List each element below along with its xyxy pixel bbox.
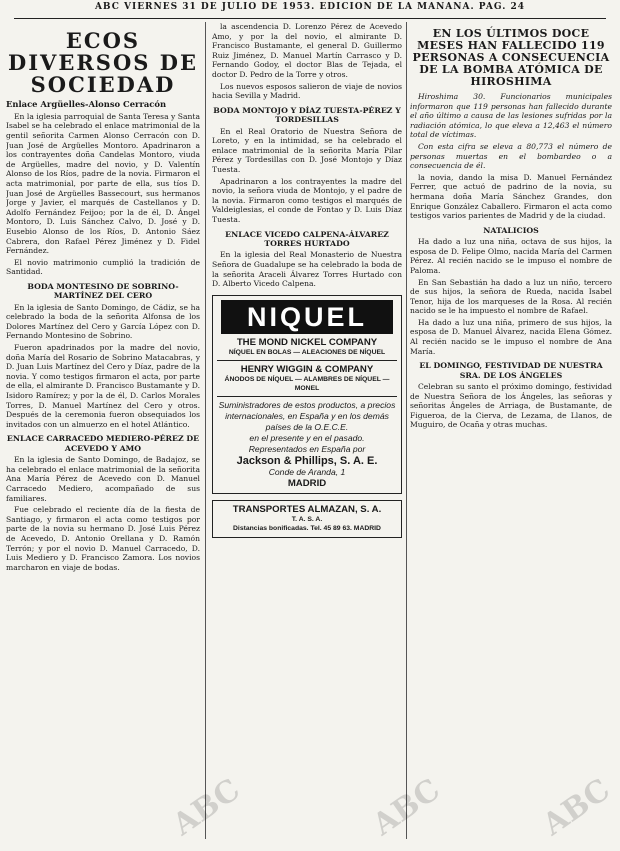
column-3-text: [410, 173, 612, 221]
ad-city: MADRID: [287, 478, 327, 490]
column-2: [212, 22, 402, 839]
ad-company-2: HENRY WIGGIN & COMPANY: [240, 364, 374, 376]
ad-representative: Jackson & Phillips, S. A. E.: [236, 455, 378, 468]
watermark: ABC: [366, 772, 447, 843]
column-3: [410, 22, 612, 839]
section-heading: BODA MONTESINO DE SOBRINO-MARTÍNEZ DEL CERO: [27, 281, 179, 301]
section-heading: NATALICIOS: [483, 225, 539, 235]
ad-divider: [217, 360, 397, 361]
paragraph: la novia, dando la misa D. Manuel Fernández Ferrer, que actuó de padrino de la novia, su hermana doña María Sánchez Grandes, don Enrique González Caballero. Firmaron el acta como testigos varios parientes de Madrid y de la ciudad.: [410, 172, 612, 221]
ad-divider: [217, 396, 397, 397]
section-heading: ENLACE CARRACEDO MEDIERO-PÉREZ DE ACEVEDO Y AMO: [6, 434, 200, 453]
column-1-sections: [6, 100, 200, 572]
watermark: ABC: [166, 772, 247, 843]
paragraph: En la iglesia de Santo Domingo, de Cádiz, se ha celebrado la boda de la señorita Alfonsa de los Dolores Martínez del Cero y García López con D. Fernando Montesino de Sobrino.: [6, 302, 200, 341]
column-1: [6, 22, 200, 839]
paragraph: Celebran su santo el próximo domingo, festividad de Nuestra Señora de los Ángeles, las señoras y señoritas Ángeles de Arriaga, de Bustamante, de Figueroa, de la Cierva, de Lezama, de Llanos, de Muguiro, de Ocaña y otras muchas.: [410, 382, 612, 430]
page-header: ABC VIERNES 31 DE JULIO DE 1953. EDICION DE LA MAÑANA. PAG. 24: [14, 2, 606, 19]
paragraph: En la iglesia de Santo Domingo, de Badajoz, se ha celebrado el enlace matrimonial de la señorita Ana María Pérez de Acevedo con D. Manuel Carracedo Mediero, acompañado de sus familiares.: [6, 455, 200, 503]
paragraph: El novio matrimonio cumplió la tradición de Santidad.: [6, 257, 200, 277]
ad-product-1: NÍQUEL EN BOLAS — ALEACIONES DE NÍQUEL: [228, 348, 386, 356]
ad-product-2: ÁNODOS DE NÍQUEL — ALAMBRES DE NÍQUEL — MONEL: [224, 376, 390, 392]
paragraph: Ha dado a luz una niña, octava de sus hijos, la esposa de D. Felipe Olmo, nacida María del Carmen Pérez. Al recién nacido se le impuso el nombre de Paloma.: [410, 237, 612, 275]
ad-company-1: THE MOND NICKEL COMPANY: [236, 336, 378, 348]
section-title: ECOS DIVERSOS DE SOCIEDAD: [8, 28, 198, 97]
column-2-top: [212, 22, 402, 101]
ad-rep-label: Representados en España por: [248, 444, 366, 455]
paragraph: Los nuevos esposos salieron de viaje de novios hacia Sevilla y Madrid.: [212, 81, 402, 101]
column-divider: [205, 22, 206, 839]
ad2-name: TRANSPORTES ALMAZAN, S. A.: [232, 504, 382, 516]
ad2-line: Distancias bonificadas. Tel. 45 89 63. MADRID: [233, 525, 381, 533]
lead-headline: EN LOS ÚLTIMOS DOCE MESES HAN FALLECIDO 119 PERSONAS A CONSECUENCIA DE LA BOMBA ATÓMICA DE HIROSHIMA: [412, 27, 610, 88]
ad2-sub: T. A. S. A.: [291, 516, 323, 524]
section-heading: BODA MONTOJO Y DÍAZ TUESTA-PÉREZ Y TORDESILLAS: [213, 105, 401, 125]
ad-present: en el presente y en el pasado.: [249, 433, 365, 444]
ad-address: Conde de Aranda, 1: [268, 467, 346, 478]
paragraph: Hiroshima 30. Funcionarios municipales informaron que 119 personas han fallecido durante el año último a causa de las lesiones sufridas por la radiación atómica, lo que eleva a 12,463 el número total de víctimas.: [410, 92, 612, 140]
paragraph: En San Sebastián ha dado a luz un niño, tercero de sus hijos, la señora de Rueda, nacida Isabel Tenor, hija de los marqueses de la Rosa. Al recién nacido se le ha impuesto el nombre de Rafael.: [410, 277, 612, 316]
paragraph: En el Real Oratorio de Nuestra Señora de Loreto, y en la intimidad, se ha celebrado el enlace matrimonial de la señorita María Pilar Pérez y Tordesillas con D. José Montojo y Díaz Tuesta.: [212, 126, 402, 174]
column-2-sections: [212, 106, 402, 289]
section-heading: Enlace Argüelles-Alonso Cerracón: [6, 99, 167, 109]
paragraph: Con esta cifra se eleva a 80,773 el número de personas muertas en el bombardeo o a consecuencia de él.: [410, 141, 612, 171]
lead-story: [410, 92, 612, 171]
paragraph: Fueron apadrinados por la madre del novio, doña María del Rosario de Sobrino Matacabras, y D. Juan Luis Martínez del Cero y Díaz, padre de la novia. Y como testigos firmaron el acta, por parte de ella, el almirante D. Francisco Bustamante y D. Isidoro Ramírez; y por la de él, D. Carlos Morales Torres, D. Manuel Martínez del Cero y otros. Después de la ceremonia fueron obsequiados los invitados con un almuerzo en el hotel Atlántico.: [6, 343, 200, 429]
column-divider: [406, 22, 407, 839]
ad-logo: NIQUEL: [221, 300, 393, 334]
section-heading: EL DOMINGO, FESTIVIDAD DE NUESTRA SRA. DE LOS ÁNGELES: [419, 361, 603, 380]
ad-body: Suministradores de estos productos, a precios internacionales, en España y en los demás países de la O.E.C.E.: [218, 400, 396, 433]
watermark: ABC: [536, 772, 617, 843]
paragraph: Fue celebrado el reciente día de la fiesta de Santiago, y firmaron el acta como testigos por parte de la novia su hermano D. José Luis Pérez de Acevedo, D. Antonio Orellana y D. Ramón Terrón; y por el novio D. Manuel Carracedo, D. Luis Mediero y D. Francisco Zamora. Los novios marcharon en viaje de bodas.: [6, 505, 200, 572]
section-heading: ENLACE VICEDO CALPENA-ÁLVAREZ TORRES HURTADO: [225, 229, 389, 248]
paragraph: En la iglesia parroquial de Santa Teresa y Santa Isabel se ha celebrado el enlace matrimonial de la gentil señorita Carmen Alonso Cerracón con D. Juan José de Argüelles Montoro. Apadrinaron a los contrayentes doña Candelas Montoro, viuda de Argüelles, madre del novio, y D. Valentín Alonso de los Ríos, padre de la novia. Firmaron el acta matrimonial, por parte de ella, sus tíos D. Juan José de Argüelles Bassecourt, sus hermanos Jorge y Javier, el marqués de Castellanos y D. Adolfo Fernández Feijoo; por la de él, D. Ángel Montoro, D. Luis Sánchez Calvo, D. José y D. Eusebio Alonso de los Ríos, D. Antonio Sáez Cabrera, don Rafael Pérez Jiménez y D. Fidel Fernández.: [6, 111, 200, 256]
column-3-sections: [410, 226, 612, 430]
nickel-advertisement: [212, 295, 402, 495]
paragraph: la ascendencia D. Lorenzo Pérez de Acevedo Amo, y por la del novio, el almirante D. Francisco Bustamante, el general D. Guillermo Ruiz Jiménez, D. Manuel Martín Carrasco y D. Fernando Godoy, el doctor Blas de Tejada, el doctor D. Pedro de la Torre y otros.: [212, 22, 402, 79]
paragraph: En la iglesia del Real Monasterio de Nuestra Señora de Guadalupe se ha celebrado la boda de la señorita Araceli Álvarez Torres Hurtado con D. Alberto Vicedo Calpena.: [212, 250, 402, 289]
paragraph: Ha dado a luz una niña, primero de sus hijos, la esposa de D. Manuel Álvarez, nacida Elena Gómez. Al recién nacido se le impuso el nombre de Ana María.: [410, 317, 612, 356]
transport-advertisement: [212, 500, 402, 537]
paragraph: Apadrinaron a los contrayentes la madre del novio, la señora viuda de Montojo, y el padre de la novia. Firmaron como testigos el marqués de Valdeiglesias, el conde de Fontao y D. Luis Díaz Tuesta.: [212, 176, 402, 224]
